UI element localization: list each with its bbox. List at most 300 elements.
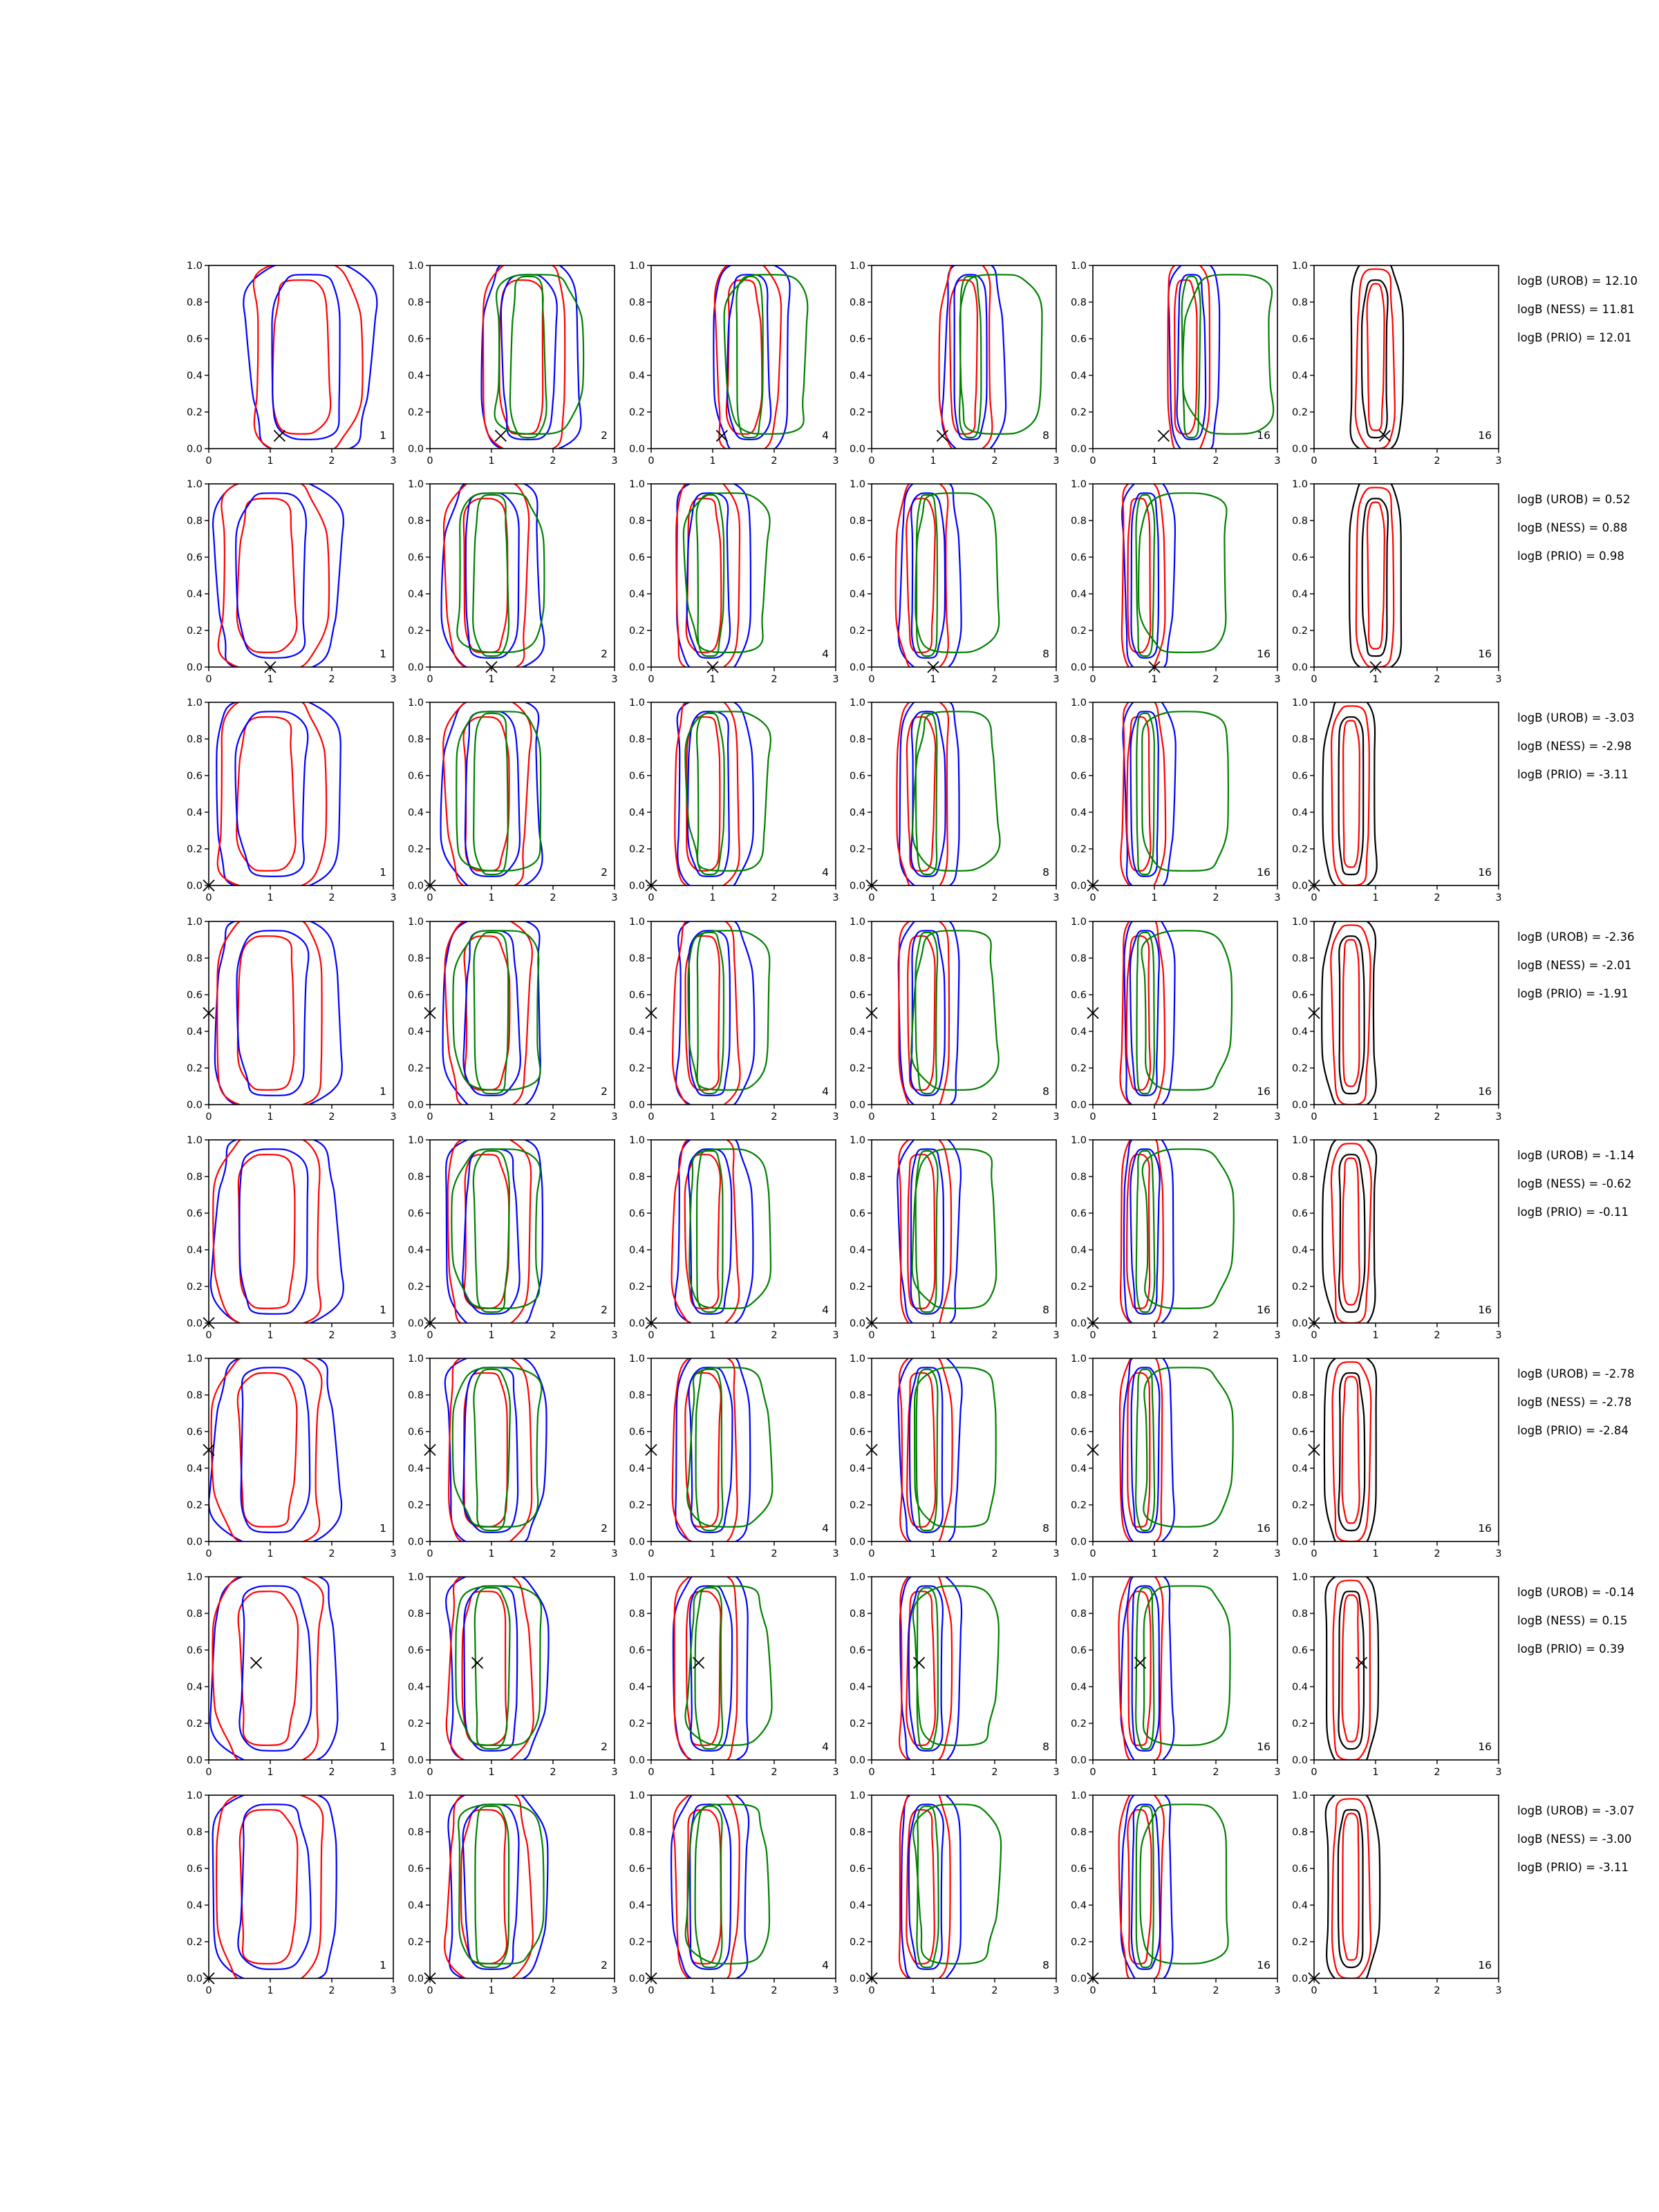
y-tick-label: 0.6 xyxy=(186,990,203,1001)
y-tick-label: 0.4 xyxy=(186,1245,203,1256)
x-tick-label: 1 xyxy=(709,1548,716,1559)
x-tick-label: 1 xyxy=(709,892,716,903)
contour-group xyxy=(939,262,1042,453)
panel-label: 4 xyxy=(822,1085,829,1098)
y-tick-label: 0.0 xyxy=(628,881,645,892)
x-tick-label: 2 xyxy=(550,456,556,467)
x-tick-label: 2 xyxy=(991,1548,998,1559)
x-tick-label: 1 xyxy=(488,1985,495,1996)
x-tick-label: 1 xyxy=(709,1112,716,1123)
axes-frame xyxy=(209,1358,393,1541)
y-tick-label: 1.0 xyxy=(849,1790,865,1801)
x-tick-label: 3 xyxy=(390,1548,397,1559)
panel-r8-c4 xyxy=(850,1790,1060,1996)
y-tick-label: 0.2 xyxy=(407,1937,424,1948)
y-tick-label: 0.0 xyxy=(849,1537,865,1548)
y-tick-label: 0.6 xyxy=(1070,771,1087,782)
y-tick-label: 0.2 xyxy=(1291,1500,1308,1511)
y-tick-label: 0.2 xyxy=(849,844,865,855)
axes-frame xyxy=(1093,265,1277,449)
logb-stat: logB (UROB) = -0.14 xyxy=(1517,1586,1635,1599)
y-tick-label: 1.0 xyxy=(628,1135,645,1146)
x-tick-label: 0 xyxy=(1089,1112,1096,1123)
y-tick-label: 1.0 xyxy=(186,479,203,490)
contour-group xyxy=(442,480,545,671)
x-tick-label: 3 xyxy=(390,1767,397,1778)
y-tick-label: 0.6 xyxy=(1070,552,1087,563)
logb-stat: logB (PRIO) = -1.91 xyxy=(1517,987,1629,1000)
x-tick-label: 0 xyxy=(205,892,212,903)
panel-r7-c1 xyxy=(187,1572,397,1778)
y-tick-label: 0.2 xyxy=(1291,844,1308,855)
y-tick-label: 0.8 xyxy=(186,297,203,308)
x-tick-label: 1 xyxy=(267,1985,274,1996)
x-tick-label: 2 xyxy=(1434,1985,1441,1996)
x-tick-label: 3 xyxy=(390,892,397,903)
y-tick-label: 0.4 xyxy=(849,1245,865,1256)
x-tick-label: 3 xyxy=(1053,1112,1060,1123)
y-tick-label: 0.0 xyxy=(186,1755,203,1766)
x-tick-label: 0 xyxy=(427,1548,433,1559)
y-tick-label: 0.0 xyxy=(186,881,203,892)
x-tick-label: 2 xyxy=(771,1548,778,1559)
y-tick-label: 1.0 xyxy=(628,697,645,709)
x-tick-label: 1 xyxy=(488,1548,495,1559)
x-tick-label: 3 xyxy=(611,1548,618,1559)
x-tick-label: 0 xyxy=(205,1985,212,1996)
contour-group xyxy=(1326,1792,1380,1983)
contour-line xyxy=(1142,711,1228,871)
axes-frame xyxy=(430,1577,615,1760)
y-tick-label: 0.0 xyxy=(407,1318,424,1329)
contour-line xyxy=(456,1586,541,1745)
y-tick-label: 1.0 xyxy=(1291,261,1308,272)
y-tick-label: 0.0 xyxy=(186,444,203,455)
y-tick-label: 0.0 xyxy=(407,1100,424,1111)
y-tick-label: 0.6 xyxy=(628,1208,645,1219)
x-tick-label: 2 xyxy=(991,674,998,685)
y-tick-label: 0.8 xyxy=(1291,1827,1308,1838)
contour-line xyxy=(675,699,739,890)
y-tick-label: 0.6 xyxy=(1070,1208,1087,1219)
panel-r6-c5 xyxy=(1071,1353,1281,1559)
x-tick-label: 2 xyxy=(328,1767,335,1778)
contour-line xyxy=(449,1355,532,1546)
contour-line xyxy=(960,274,1042,434)
y-tick-label: 0.6 xyxy=(1291,1427,1308,1438)
x-tick-label: 3 xyxy=(1053,456,1060,467)
panel-label: 8 xyxy=(1042,1085,1049,1098)
x-tick-label: 2 xyxy=(1212,1985,1219,1996)
y-tick-label: 0.6 xyxy=(1070,1864,1087,1875)
y-tick-label: 0.6 xyxy=(849,771,865,782)
contour-line xyxy=(1342,1377,1360,1524)
y-tick-label: 0.8 xyxy=(849,1172,865,1183)
y-tick-label: 0.2 xyxy=(628,407,645,418)
contour-line xyxy=(1136,1369,1154,1530)
y-tick-label: 0.4 xyxy=(407,807,424,818)
x-tick-label: 3 xyxy=(832,892,839,903)
y-tick-label: 0.8 xyxy=(186,1609,203,1620)
x-tick-label: 2 xyxy=(771,892,778,903)
y-tick-label: 0.2 xyxy=(628,1282,645,1293)
y-tick-label: 0.0 xyxy=(1070,1318,1087,1329)
contour-line xyxy=(446,1136,543,1327)
x-tick-label: 3 xyxy=(611,1112,618,1123)
y-tick-label: 0.4 xyxy=(186,1027,203,1038)
y-tick-label: 1.0 xyxy=(849,1135,865,1146)
panel-r7-c2 xyxy=(408,1572,618,1778)
contour-group xyxy=(673,1573,772,1764)
x-tick-label: 0 xyxy=(648,456,655,467)
y-tick-label: 0.4 xyxy=(1291,807,1308,818)
contour-line xyxy=(1351,262,1403,453)
y-tick-label: 1.0 xyxy=(849,1353,865,1365)
panel-r5-c4 xyxy=(850,1135,1060,1341)
y-tick-label: 0.8 xyxy=(1070,734,1087,745)
x-tick-label: 0 xyxy=(868,1767,875,1778)
y-tick-label: 0.6 xyxy=(849,552,865,563)
contour-group xyxy=(1351,262,1403,453)
y-tick-label: 0.0 xyxy=(849,1974,865,1985)
y-tick-label: 1.0 xyxy=(1291,479,1308,490)
x-tick-label: 0 xyxy=(427,456,433,467)
logb-stat: logB (NESS) = -0.62 xyxy=(1517,1177,1632,1190)
x-tick-label: 1 xyxy=(488,1330,495,1341)
panel-r6-c2 xyxy=(408,1353,618,1559)
contour-line xyxy=(216,1792,323,1983)
y-tick-label: 0.2 xyxy=(849,1937,865,1948)
x-tick-label: 2 xyxy=(328,456,335,467)
x-tick-label: 2 xyxy=(991,892,998,903)
panel-r2-c2 xyxy=(408,479,618,685)
contour-line xyxy=(1120,1355,1162,1546)
logb-stat: logB (PRIO) = 0.39 xyxy=(1517,1642,1624,1656)
x-tick-label: 2 xyxy=(550,1112,556,1123)
y-tick-label: 0.2 xyxy=(1070,1718,1087,1730)
y-tick-label: 0.0 xyxy=(1291,1974,1308,1985)
logb-stat: logB (NESS) = -2.98 xyxy=(1517,740,1632,753)
x-tick-label: 2 xyxy=(328,1112,335,1123)
y-tick-label: 1.0 xyxy=(186,917,203,928)
contour-line xyxy=(442,480,545,671)
x-tick-label: 1 xyxy=(930,1767,937,1778)
y-tick-label: 1.0 xyxy=(186,1572,203,1583)
y-tick-label: 0.8 xyxy=(407,1390,424,1401)
x-tick-label: 3 xyxy=(832,1985,839,1996)
x-tick-label: 3 xyxy=(832,1548,839,1559)
y-tick-label: 0.6 xyxy=(1291,1208,1308,1219)
y-tick-label: 0.4 xyxy=(849,807,865,818)
y-tick-label: 0.4 xyxy=(628,1027,645,1038)
x-tick-label: 2 xyxy=(771,456,778,467)
true-value-marker xyxy=(914,1658,925,1669)
y-tick-label: 0.8 xyxy=(849,1609,865,1620)
contour-group xyxy=(1322,1136,1376,1327)
panel-label: 8 xyxy=(1042,1304,1049,1316)
x-tick-label: 1 xyxy=(1151,892,1158,903)
contour-line xyxy=(211,1136,344,1327)
panel-label: 8 xyxy=(1042,1741,1049,1753)
y-tick-label: 0.6 xyxy=(1291,990,1308,1001)
y-tick-label: 0.8 xyxy=(628,516,645,527)
y-tick-label: 0.8 xyxy=(1291,734,1308,745)
y-tick-label: 0.4 xyxy=(849,1027,865,1038)
contour-line xyxy=(240,1810,298,1964)
true-value-marker xyxy=(1356,1658,1367,1669)
x-tick-label: 2 xyxy=(771,1112,778,1123)
x-tick-label: 2 xyxy=(1434,892,1441,903)
contour-line xyxy=(444,1792,533,1983)
panel-r8-c2 xyxy=(408,1790,618,1996)
axes-frame xyxy=(209,265,393,449)
y-tick-label: 0.2 xyxy=(849,1063,865,1074)
y-tick-label: 1.0 xyxy=(628,917,645,928)
contour-line xyxy=(911,930,999,1090)
y-tick-label: 0.0 xyxy=(849,444,865,455)
contour-line xyxy=(688,1149,731,1314)
contour-line xyxy=(464,1373,507,1527)
y-tick-label: 0.2 xyxy=(186,1063,203,1074)
contour-line xyxy=(1343,940,1359,1087)
x-tick-label: 3 xyxy=(1274,892,1281,903)
y-tick-label: 1.0 xyxy=(628,479,645,490)
y-tick-label: 1.0 xyxy=(628,1790,645,1801)
y-tick-label: 0.6 xyxy=(628,334,645,345)
x-tick-label: 1 xyxy=(488,1112,495,1123)
x-tick-label: 0 xyxy=(1311,1548,1318,1559)
x-tick-label: 1 xyxy=(1151,456,1158,467)
contour-line xyxy=(495,274,584,434)
y-tick-label: 0.0 xyxy=(1291,662,1308,673)
x-tick-label: 3 xyxy=(1495,1548,1502,1559)
panel-r1-c6 xyxy=(1292,261,1502,467)
y-tick-label: 0.2 xyxy=(1070,844,1087,855)
x-tick-label: 0 xyxy=(648,1112,655,1123)
x-tick-label: 0 xyxy=(427,1767,433,1778)
contour-line xyxy=(238,1804,310,1969)
axes-frame xyxy=(651,1577,836,1760)
y-tick-label: 0.8 xyxy=(628,1609,645,1620)
y-tick-label: 0.2 xyxy=(186,1937,203,1948)
y-tick-label: 0.2 xyxy=(186,1500,203,1511)
x-tick-label: 1 xyxy=(930,1548,937,1559)
x-tick-label: 0 xyxy=(205,1112,212,1123)
y-tick-label: 0.4 xyxy=(849,1682,865,1693)
y-tick-label: 0.2 xyxy=(1291,1282,1308,1293)
axes-frame xyxy=(1314,265,1499,449)
contour-group xyxy=(897,1136,996,1327)
logb-stat: logB (NESS) = -3.00 xyxy=(1517,1833,1632,1846)
y-tick-label: 0.4 xyxy=(1070,807,1087,818)
y-tick-label: 0.6 xyxy=(1291,771,1308,782)
x-tick-label: 3 xyxy=(1495,1767,1502,1778)
y-tick-label: 0.6 xyxy=(849,334,865,345)
y-tick-label: 0.8 xyxy=(1070,953,1087,964)
y-tick-label: 0.4 xyxy=(628,1900,645,1911)
x-tick-label: 1 xyxy=(930,1985,937,1996)
panel-label: 4 xyxy=(822,866,829,879)
contour-group xyxy=(1168,262,1273,453)
true-value-marker xyxy=(495,430,506,441)
panel-label: 16 xyxy=(1257,1085,1271,1098)
logb-stat: logB (PRIO) = -3.11 xyxy=(1517,768,1629,781)
y-tick-label: 1.0 xyxy=(407,1353,424,1365)
x-tick-label: 1 xyxy=(709,1330,716,1341)
x-tick-label: 0 xyxy=(205,1548,212,1559)
y-tick-label: 0.2 xyxy=(849,1718,865,1730)
panel-label: 16 xyxy=(1257,866,1271,879)
row-stats-r5 xyxy=(1517,1149,1634,1219)
y-tick-label: 0.8 xyxy=(1070,516,1087,527)
panel-label: 1 xyxy=(379,1085,386,1098)
contour-group xyxy=(210,1573,337,1764)
x-tick-label: 3 xyxy=(1274,1985,1281,1996)
y-tick-label: 0.4 xyxy=(1291,1027,1308,1038)
y-tick-label: 0.6 xyxy=(628,1864,645,1875)
panel-label: 16 xyxy=(1478,1741,1492,1753)
panel-r3-c3 xyxy=(629,697,839,903)
y-tick-label: 0.2 xyxy=(849,407,865,418)
y-tick-label: 0.6 xyxy=(1291,552,1308,563)
contour-line xyxy=(695,1806,722,1967)
panel-label: 16 xyxy=(1478,429,1492,442)
contour-line xyxy=(213,1136,321,1327)
x-tick-label: 0 xyxy=(1089,674,1096,685)
y-tick-label: 0.6 xyxy=(407,334,424,345)
x-tick-label: 1 xyxy=(709,1767,716,1778)
contour-line xyxy=(239,1149,308,1314)
panel-label: 2 xyxy=(601,429,608,442)
contour-group xyxy=(446,1136,543,1327)
y-tick-label: 1.0 xyxy=(407,1572,424,1583)
contour-group xyxy=(1322,699,1376,890)
x-tick-label: 1 xyxy=(1372,1985,1379,1996)
y-tick-label: 0.8 xyxy=(628,1390,645,1401)
y-tick-label: 0.4 xyxy=(186,1682,203,1693)
y-tick-label: 0.8 xyxy=(1070,1827,1087,1838)
x-tick-label: 1 xyxy=(930,1330,937,1341)
y-tick-label: 1.0 xyxy=(1070,697,1087,709)
x-tick-label: 3 xyxy=(1495,892,1502,903)
y-tick-label: 0.0 xyxy=(1070,1100,1087,1111)
panel-label: 16 xyxy=(1257,1741,1271,1753)
row-stats-r1 xyxy=(1517,274,1638,344)
x-tick-label: 3 xyxy=(390,1985,397,1996)
y-tick-label: 0.2 xyxy=(849,1282,865,1293)
x-tick-label: 1 xyxy=(267,1330,274,1341)
y-tick-label: 0.2 xyxy=(1291,407,1308,418)
axes-frame xyxy=(209,1795,393,1978)
panel-label: 16 xyxy=(1478,1959,1492,1971)
y-tick-label: 0.0 xyxy=(407,881,424,892)
contour-line xyxy=(218,480,329,671)
y-tick-label: 0.6 xyxy=(407,1864,424,1875)
x-tick-label: 1 xyxy=(488,892,495,903)
contour-line xyxy=(1136,713,1154,874)
y-tick-label: 0.6 xyxy=(186,1645,203,1656)
contour-line xyxy=(675,1136,753,1327)
x-tick-label: 0 xyxy=(1089,1330,1096,1341)
y-tick-label: 0.6 xyxy=(407,1208,424,1219)
x-tick-label: 0 xyxy=(427,1112,433,1123)
axes-frame xyxy=(1093,484,1277,667)
contour-group xyxy=(671,1792,769,1983)
contour-line xyxy=(213,1573,324,1764)
contour-group xyxy=(443,918,541,1109)
y-tick-label: 0.6 xyxy=(1291,1864,1308,1875)
panel-label: 2 xyxy=(601,1741,608,1753)
panel-r5-c2 xyxy=(408,1135,618,1341)
x-tick-label: 2 xyxy=(550,1767,556,1778)
x-tick-label: 1 xyxy=(1151,674,1158,685)
y-tick-label: 0.0 xyxy=(849,1100,865,1111)
contour-line xyxy=(213,480,344,671)
y-tick-label: 0.0 xyxy=(849,662,865,673)
y-tick-label: 0.8 xyxy=(628,1827,645,1838)
y-tick-label: 0.4 xyxy=(1291,1463,1308,1474)
y-tick-label: 0.0 xyxy=(186,1537,203,1548)
x-tick-label: 3 xyxy=(390,1330,397,1341)
y-tick-label: 0.8 xyxy=(628,734,645,745)
contour-line xyxy=(913,1804,1001,1964)
x-tick-label: 1 xyxy=(930,1112,937,1123)
panel-label: 16 xyxy=(1257,1522,1271,1535)
contour-group xyxy=(211,1136,344,1327)
y-tick-label: 0.4 xyxy=(1070,1900,1087,1911)
x-tick-label: 3 xyxy=(1495,1985,1502,1996)
contour-group xyxy=(899,1792,1001,1983)
y-tick-label: 0.6 xyxy=(849,1208,865,1219)
x-tick-label: 3 xyxy=(611,456,618,467)
panel-r2-c3 xyxy=(629,479,839,685)
y-tick-label: 0.0 xyxy=(628,1318,645,1329)
true-value-marker xyxy=(251,1658,262,1669)
axes-frame xyxy=(209,1140,393,1323)
y-tick-label: 0.2 xyxy=(186,407,203,418)
contour-group xyxy=(1122,480,1227,671)
x-tick-label: 2 xyxy=(328,674,335,685)
contour-line xyxy=(272,280,330,434)
logb-stat: logB (PRIO) = 12.01 xyxy=(1517,331,1632,344)
y-tick-label: 0.8 xyxy=(1070,1609,1087,1620)
contour-line xyxy=(939,262,993,453)
panel-label: 2 xyxy=(601,1304,608,1316)
contour-group xyxy=(215,918,342,1109)
contour-line xyxy=(690,1804,731,1969)
y-tick-label: 1.0 xyxy=(849,917,865,928)
x-tick-label: 0 xyxy=(1311,456,1318,467)
contour-group xyxy=(1349,480,1401,671)
x-tick-label: 3 xyxy=(832,1767,839,1778)
y-tick-label: 0.4 xyxy=(407,1682,424,1693)
x-tick-label: 1 xyxy=(1372,1548,1379,1559)
x-tick-label: 3 xyxy=(832,674,839,685)
y-tick-label: 0.4 xyxy=(407,589,424,600)
contour-line xyxy=(239,1586,311,1751)
x-tick-label: 3 xyxy=(1053,674,1060,685)
x-tick-label: 3 xyxy=(832,1112,839,1123)
panel-label: 2 xyxy=(601,1959,608,1971)
x-tick-label: 0 xyxy=(1089,1985,1096,1996)
contour-group xyxy=(482,262,584,453)
y-tick-label: 0.0 xyxy=(1291,444,1308,455)
y-tick-label: 0.4 xyxy=(628,589,645,600)
y-tick-label: 0.8 xyxy=(407,1609,424,1620)
contour-group xyxy=(1121,918,1232,1109)
x-tick-label: 2 xyxy=(991,1330,998,1341)
y-tick-label: 0.0 xyxy=(407,662,424,673)
